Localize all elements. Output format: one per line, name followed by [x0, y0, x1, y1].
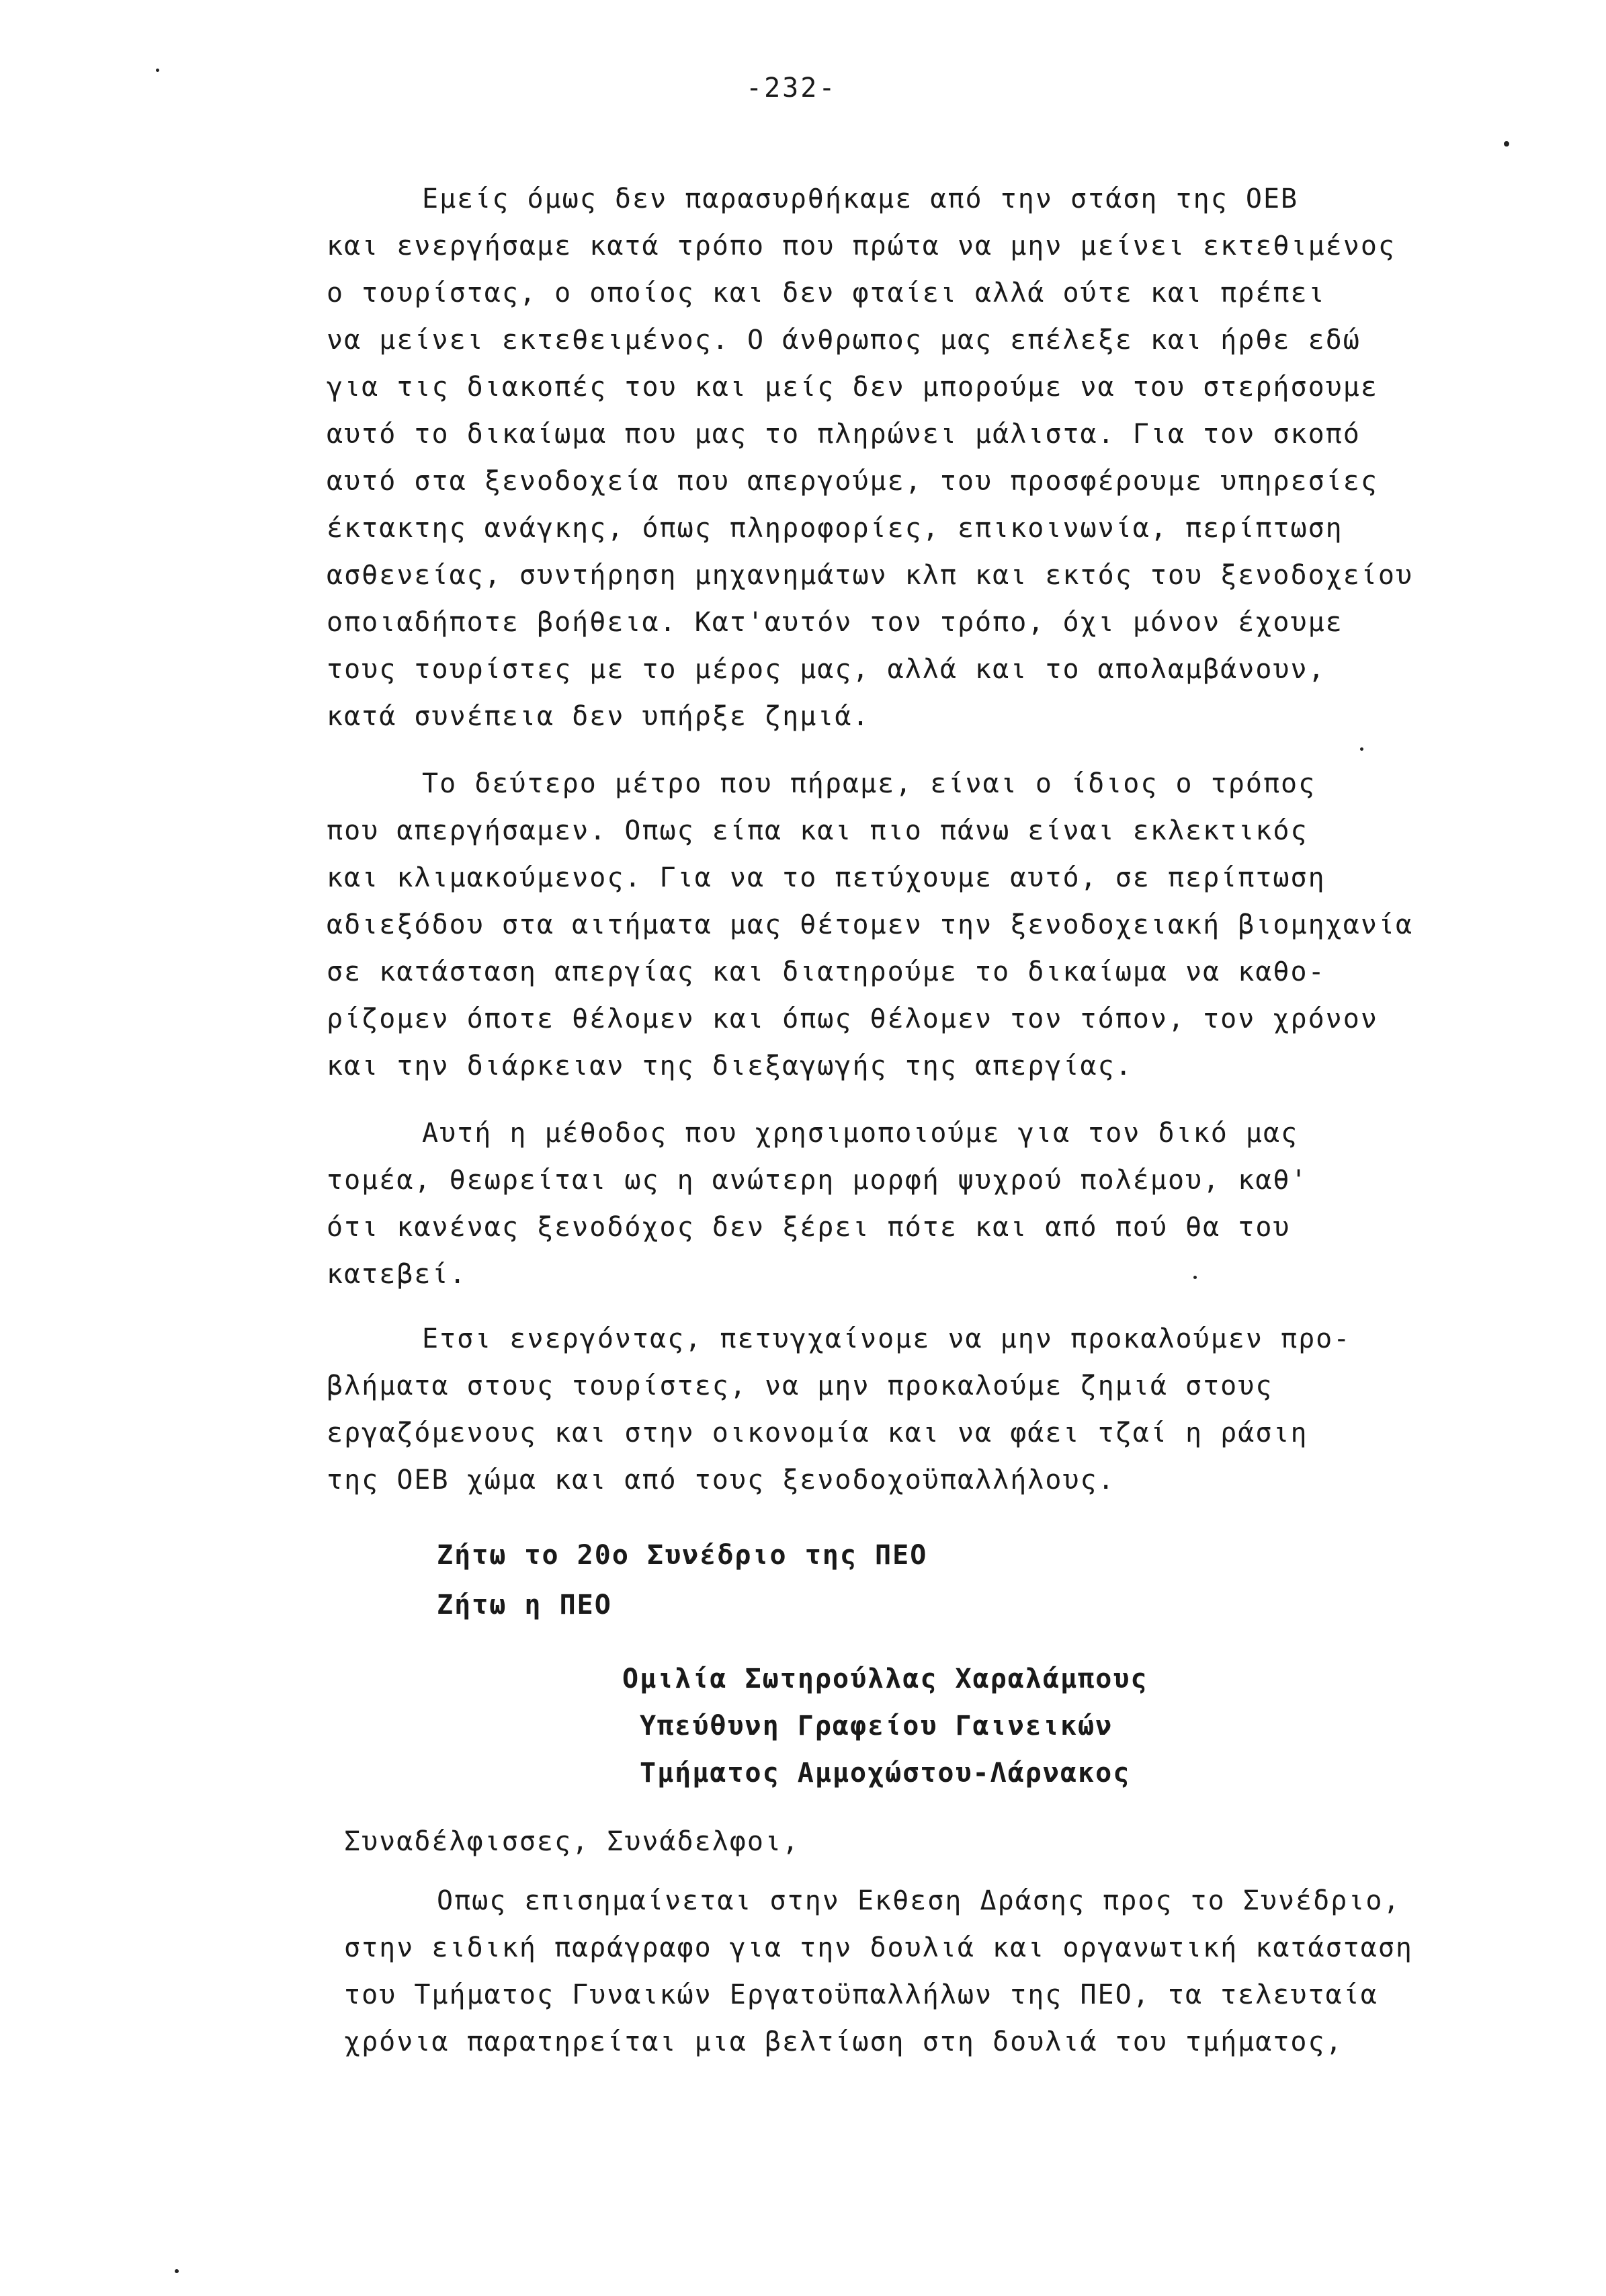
text-line: Ετσι ενεργόντας, πετυγχαίνομε να μην προκαλούμεν προ- — [422, 1323, 1351, 1354]
scan-speck — [175, 2269, 179, 2273]
scan-speck — [1193, 1276, 1197, 1279]
text-line: κατά συνέπεια δεν υπήρξε ζημιά. — [327, 701, 870, 732]
page-number: -232- — [746, 73, 837, 104]
text-line: αυτό στα ξενοδοχεία που απεργούμε, του προσφέρουμε υπηρεσίες — [327, 466, 1378, 497]
text-line: οποιαδήποτε βοήθεια. Κατ'αυτόν τον τρόπο, όχι μόνον έχουμε — [327, 607, 1343, 638]
text-line: ρίζομεν όποτε θέλομεν και όπως θέλομεν τον τόπον, τον χρόνον — [327, 1003, 1378, 1034]
text-line: Εμείς όμως δεν παρασυρθήκαμε από την στάση της ΟΕΒ — [422, 183, 1299, 214]
text-line: ότι κανένας ξενοδόχος δεν ξέρει πότε και από πού θα του — [327, 1212, 1291, 1243]
slogan-line: Ζήτω το 20ο Συνέδριο της ΠΕΟ — [437, 1540, 928, 1571]
text-line: της ΟΕΒ χώμα και από τους ξενοδοχοϋπαλλήλους. — [327, 1465, 1115, 1495]
text-line: και την διάρκειαν της διεξαγωγής της απεργίας. — [327, 1051, 1133, 1081]
speech-heading-subtitle: Υπεύθυνη Γραφείου Γαινεικών — [640, 1711, 1113, 1741]
text-line: στην ειδική παράγραφο για την δουλιά και οργανωτική κατάσταση — [344, 1932, 1414, 1963]
text-line: ασθενείας, συντήρηση μηχανημάτων κλπ και εκτός του ξενοδοχείου — [327, 560, 1414, 591]
speech-heading-title: Ομιλία Σωτηρούλλας Χαραλάμπους — [622, 1664, 1148, 1694]
text-line: αδιεξόδου στα αιτήματα μας θέτομεν την ξενοδοχειακή βιομηχανία — [327, 909, 1414, 940]
text-line: Το δεύτερο μέτρο που πήραμε, είναι ο ίδιος ο τρόπος — [422, 768, 1316, 799]
text-line: να μείνει εκτεθειμένος. Ο άνθρωπος μας επέλεξε και ήρθε εδώ — [327, 325, 1361, 356]
speech-heading-subtitle: Τμήματος Αμμοχώστου-Λάρνακος — [640, 1758, 1131, 1789]
scan-speck — [1360, 747, 1363, 751]
text-line: Αυτή η μέθοδος που χρησιμοποιούμε για τον δικό μας — [422, 1118, 1299, 1149]
text-line: έκτακτης ανάγκης, όπως πληροφορίες, επικοινωνία, περίπτωση — [327, 513, 1343, 544]
salutation: Συναδέλφισσες, Συνάδελφοι, — [344, 1826, 800, 1857]
scan-speck — [156, 69, 159, 72]
text-line: αυτό το δικαίωμα που μας το πληρώνει μάλιστα. Για τον σκοπό — [327, 419, 1361, 450]
text-line: και ενεργήσαμε κατά τρόπο που πρώτα να μην μείνει εκτεθιμένος — [327, 231, 1396, 261]
scan-speck — [1504, 141, 1509, 147]
text-line: του Τμήματος Γυναικών Εργατοϋπαλλήλων της ΠΕΟ, τα τελευταία — [344, 1979, 1378, 2010]
text-line: για τις διακοπές του και μείς δεν μπορούμε να του στερήσουμε — [327, 372, 1378, 403]
text-line: εργαζόμενους και στην οικονομία και να φάει τζαί η ράσιη — [327, 1418, 1308, 1448]
text-line: βλήματα στους τουρίστες, να μην προκαλούμε ζημιά στους — [327, 1370, 1273, 1401]
slogan-line: Ζήτω η ΠΕΟ — [437, 1590, 612, 1621]
text-line: και κλιμακούμενος. Για να το πετύχουμε αυτό, σε περίπτωση — [327, 862, 1326, 893]
text-line: τομέα, θεωρείται ως η ανώτερη μορφή ψυχρού πολέμου, καθ' — [327, 1165, 1308, 1196]
text-line: που απεργήσαμεν. Οπως είπα και πιο πάνω είναι εκλεκτικός — [327, 815, 1308, 846]
text-line: σε κατάσταση απεργίας και διατηρούμε το δικαίωμα να καθο- — [327, 956, 1326, 987]
text-line: ο τουρίστας, ο οποίος και δεν φταίει αλλά ούτε και πρέπει — [327, 278, 1326, 309]
text-line: κατεβεί. — [327, 1259, 467, 1290]
text-line: Οπως επισημαίνεται στην Εκθεση Δράσης προς το Συνέδριο, — [437, 1885, 1401, 1916]
text-line: χρόνια παρατηρείται μια βελτίωση στη δουλιά του τμήματος, — [344, 2026, 1343, 2057]
text-line: τους τουρίστες με το μέρος μας, αλλά και το απολαμβάνουν, — [327, 654, 1326, 685]
